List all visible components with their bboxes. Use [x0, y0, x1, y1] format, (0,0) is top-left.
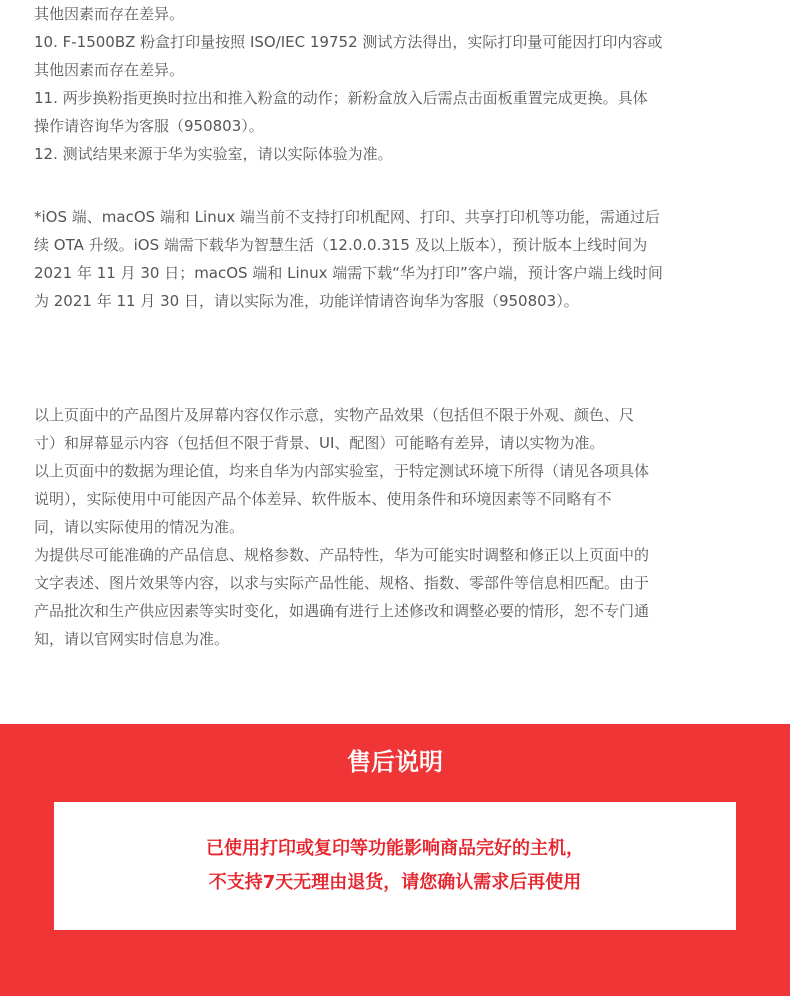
footnote-9-continued: 其他因素而存在差异。 [34, 5, 185, 23]
after-sales-line-2: 不支持7天无理由退货，请您确认需求后再使用 [208, 872, 582, 893]
disclaimer [34, 401, 764, 653]
footnote-11: 11. 两步换粉指更换时拉出和推入粉盒的动作；新粉盒放入后需点击面板重置完成更换。具体 操作请咨询华为客服（950803）。 [34, 89, 648, 135]
footnote-os-support [34, 203, 764, 315]
os-support-note: *iOS 端、macOS 端和 Linux 端当前不支持打印机配网、打印、共享打印机等功能，需通过后 续 OTA 升级。iOS 端需下载华为智慧生活（12.0.0.315 及以上版本），预计版本上线时间为 2021 年 11 月 30 日；macOS 端和 Linux 端需下载“华为打印”客户端，预计客户端上线时间 为 2021 年 11 月 30 日，请以实际为准，功能详情请咨询华为客服（950803）。 [34, 208, 663, 310]
after-sales-notice-box [54, 802, 736, 930]
disclaimer-data: 以上页面中的数据为理论值，均来自华为内部实验室，于特定测试环境下所得（请见各项具体 说明），实际使用中可能因产品个体差异、软件版本、使用条件和环境因素等不同略有不 同，请以实际使用的情况为准。 [34, 462, 650, 536]
disclaimer-updates: 为提供尽可能准确的产品信息、规格参数、产品特性，华为可能实时调整和修正以上页面中的 文字表述、图片效果等内容，以求与实际产品性能、规格、指数、零部件等信息相匹配。由于 产品批次和生产供应因素等实时变化，如遇确有进行上述修改和调整必要的情形，恕不专门通 知，请以官网实时信息为准。 [34, 546, 650, 648]
disclaimer-images: 以上页面中的产品图片及屏幕内容仅作示意，实物产品效果（包括但不限于外观、颜色、尺 寸）和屏幕显示内容（包括但不限于背景、UI、配图）可能略有差异，请以实物为准。 [34, 406, 635, 452]
footnote-12: 12. 测试结果来源于华为实验室，请以实际体验为准。 [34, 145, 393, 163]
after-sales-title: 售后说明 [347, 748, 443, 776]
after-sales-banner [0, 724, 790, 996]
after-sales-line-1: 已使用打印或复印等功能影响商品完好的主机， [206, 838, 584, 859]
footnotes-specs [34, 0, 764, 168]
footnote-10: 10. F-1500BZ 粉盒打印量按照 ISO/IEC 19752 测试方法得出，实际打印量可能因打印内容或 其他因素而存在差异。 [34, 33, 663, 79]
after-sales-notice [54, 832, 736, 900]
